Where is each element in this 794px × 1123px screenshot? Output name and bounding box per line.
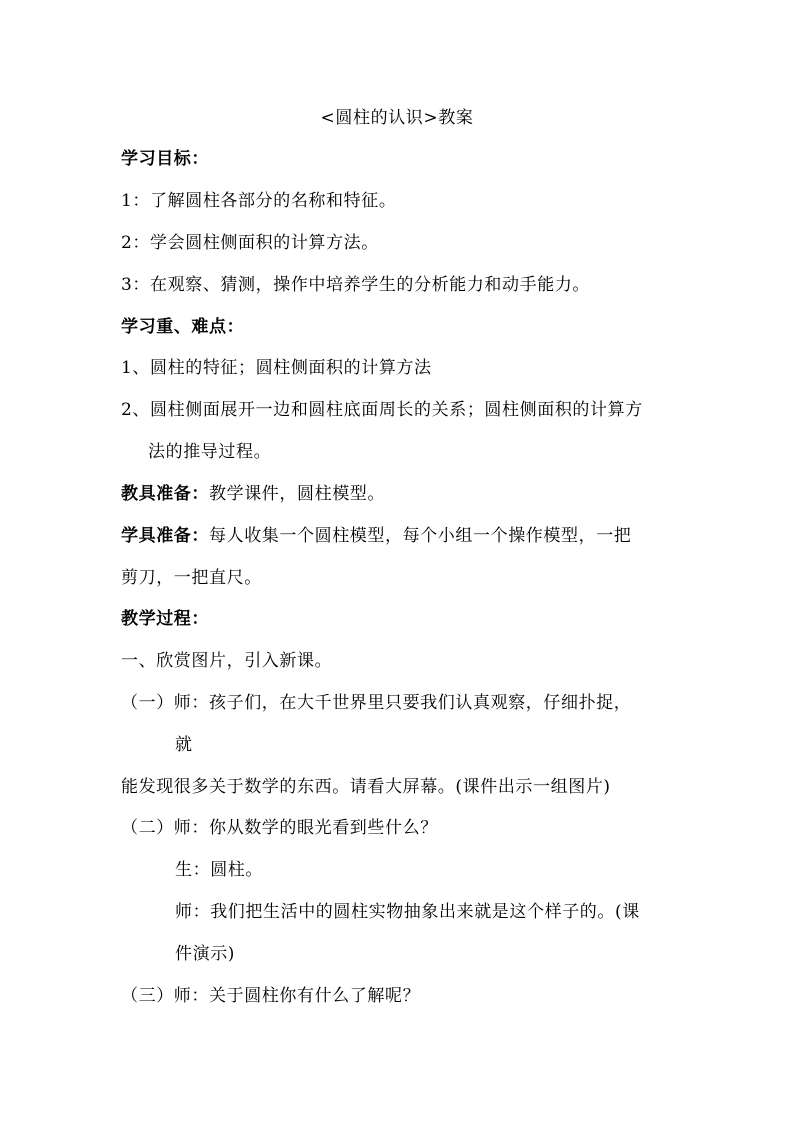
objective-item: 1：了解圆柱各部分的名称和特征。 [121, 191, 397, 211]
process-paragraph: （三）师：关于圆柱你有什么了解呢？ [121, 986, 421, 1006]
teaching-tools-line [121, 482, 385, 506]
process-section-title: 一、欣赏图片，引入新课。 [121, 651, 333, 671]
process-paragraph: （一）师：孩子们，在大千世界里只要我们认真观察，仔细扑捉， [121, 693, 632, 713]
process-paragraph-continuation: 能发现很多关于数学的东西。请看大屏幕。(课件出示一组图片) [121, 777, 611, 797]
learning-tools-line [121, 524, 631, 548]
process-heading: 教学过程： [121, 609, 209, 629]
key-point-item: 2、圆柱侧面展开一边和圆柱底面周长的关系；圆柱侧面积的计算方 [121, 400, 643, 420]
teaching-tools-text: 教学课件，圆柱模型。 [209, 484, 385, 504]
key-point-item-continuation: 法的推导过程。 [148, 442, 272, 462]
process-paragraph-continuation: 就 [175, 735, 193, 755]
learning-tools-continuation: 剪刀，一把直尺。 [121, 568, 262, 588]
learning-tools-text: 每人收集一个圆柱模型，每个小组一个操作模型，一把 [209, 526, 632, 546]
teacher-response: 师：我们把生活中的圆柱实物抽象出来就是这个样子的。(课 [175, 902, 640, 922]
learning-tools-label: 学具准备： [121, 526, 209, 546]
objectives-heading: 学习目标： [121, 149, 209, 169]
student-response: 生：圆柱。 [175, 860, 263, 880]
teaching-tools-label: 教具准备： [121, 484, 209, 504]
process-paragraph: （二）师：你从数学的眼光看到些什么？ [121, 818, 438, 838]
objective-item: 2：学会圆柱侧面积的计算方法。 [121, 233, 379, 253]
document-title: <圆柱的认识>教案 [320, 108, 474, 128]
objective-item: 3：在观察、猜测，操作中培养学生的分析能力和动手能力。 [121, 275, 591, 295]
key-points-heading: 学习重、难点： [121, 317, 245, 337]
teacher-response-continuation: 件演示) [175, 944, 236, 964]
key-point-item: 1、圆柱的特征；圆柱侧面积的计算方法 [121, 358, 432, 378]
